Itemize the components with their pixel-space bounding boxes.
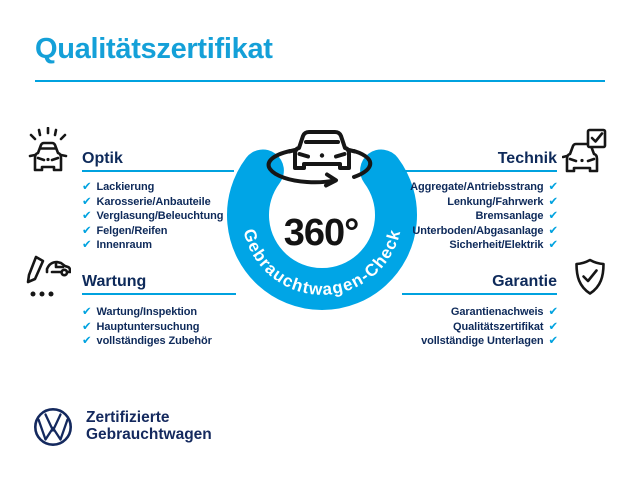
checklist-item: Lenkung/Fahrwerk ✔ [447, 195, 558, 208]
car-rotate-icon [269, 132, 371, 186]
checkmark-icon: ✔ [548, 195, 558, 208]
section-title-garantie: Garantie [492, 273, 557, 290]
checklist-item: Unterboden/Abgasanlage ✔ [412, 224, 558, 237]
checklist-item: Qualitätszertifikat ✔ [453, 320, 558, 333]
checklist-item: ✔ Lackierung [82, 181, 155, 193]
service-checklist-icon [25, 254, 71, 300]
section-rule [82, 293, 236, 295]
page-title: Qualitätszertifikat [35, 33, 273, 65]
checklist-item: Bremsanlage ✔ [475, 210, 558, 222]
checklist-item: Aggregate/Antriebsstrang ✔ [410, 181, 558, 193]
title-divider [35, 80, 605, 82]
checkmark-icon: ✔ [82, 239, 92, 251]
section-rule [82, 170, 234, 172]
garantie-checklist [380, 305, 558, 349]
checkmark-icon: ✔ [548, 239, 558, 251]
brand-label [86, 410, 212, 443]
checkmark-icon: ✔ [548, 181, 558, 193]
checkmark-icon: ✔ [82, 335, 92, 347]
section-rule [402, 293, 557, 295]
checkmark-icon: ✔ [82, 181, 92, 193]
checkmark-icon: ✔ [548, 210, 558, 222]
checkmark-icon: ✔ [82, 306, 92, 318]
checklist-item: ✔ Hauptuntersuchung [82, 320, 200, 333]
checklist-item: Garantienachweis ✔ [450, 306, 558, 318]
checkmark-icon: ✔ [548, 306, 558, 318]
checklist-item: ✔ Innenraum [82, 239, 152, 251]
technik-checklist [380, 180, 558, 253]
brand-label-line1: Zertifizierte [86, 409, 170, 426]
checkmark-icon: ✔ [548, 320, 558, 333]
checklist-item: ✔ vollständiges Zubehör [82, 335, 212, 347]
checklist-item: vollständige Unterlagen ✔ [421, 335, 558, 347]
checkmark-icon: ✔ [548, 335, 558, 347]
brand-label-line2: Gebrauchtwagen [86, 425, 212, 443]
optik-checklist [82, 180, 223, 253]
shield-check-icon [572, 257, 608, 297]
ring-label: Gebrauchtwagen-Check [239, 226, 405, 300]
checkmark-icon: ✔ [82, 224, 92, 237]
degrees-label: 360° [283, 212, 359, 254]
wartung-checklist [82, 305, 212, 349]
car-shine-icon [25, 127, 71, 175]
section-rule [402, 170, 557, 172]
checklist-item: ✔ Verglasung/Beleuchtung [82, 210, 224, 222]
section-title-technik: Technik [497, 150, 557, 167]
checkmark-icon: ✔ [82, 195, 92, 208]
car-checkbox-icon [562, 128, 608, 174]
checklist-item: ✔ Felgen/Reifen [82, 224, 168, 237]
checkmark-icon: ✔ [82, 320, 92, 333]
section-title-optik: Optik [82, 150, 123, 167]
checkmark-icon: ✔ [548, 224, 558, 237]
vw-logo [32, 406, 74, 448]
checklist-item: Sicherheit/Elektrik ✔ [449, 239, 558, 251]
checklist-item: ✔ Karosserie/Anbauteile [82, 195, 211, 208]
checklist-item: ✔ Wartung/Inspektion [82, 306, 198, 318]
section-title-wartung: Wartung [82, 273, 147, 290]
checkmark-icon: ✔ [82, 210, 92, 222]
